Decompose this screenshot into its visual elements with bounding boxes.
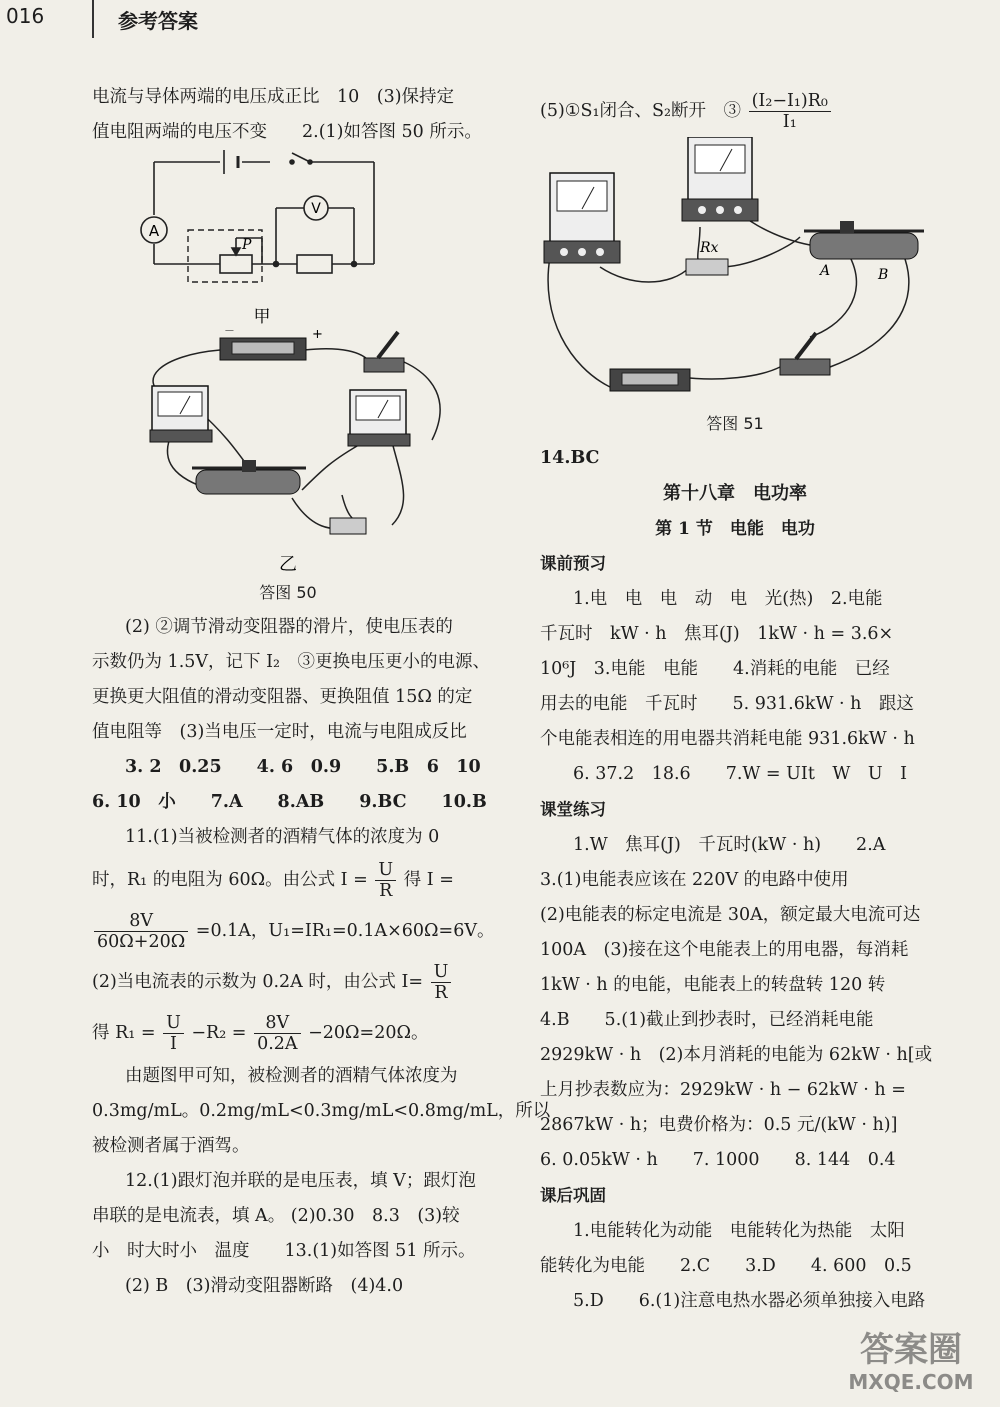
terminal-b-label: B	[878, 267, 889, 283]
text-line: 1.W 焦耳(J) 千瓦时(kW · h) 2.A	[573, 835, 886, 855]
header-divider	[92, 0, 94, 38]
text-line: 2867kW · h；电费价格为：0.5 元/(kW · h)]	[540, 1115, 898, 1135]
page-title: 参考答案	[118, 9, 198, 33]
svg-text:MXQE.COM: MXQE.COM	[848, 1370, 974, 1394]
text-line: 用去的电能 千瓦时 5. 931.6kW · h 跟这	[540, 694, 914, 714]
svg-text:答案圈: 答案圈	[860, 1330, 962, 1370]
text-line: 10⁶J 3.电能 电能 4.消耗的电能 已经	[540, 659, 890, 679]
text-line: 12.(1)跟灯泡并联的是电压表，填 V；跟灯泡	[125, 1171, 476, 1191]
fraction: $\frac{8V}{60\Omega+20\Omega}$	[94, 911, 188, 952]
text-line: 串联的是电流表，填 A。 (2)0.30 8.3 (3)较	[92, 1206, 460, 1226]
text-line: 2929kW · h (2)本月消耗的电能为 62kW · h[或	[540, 1045, 933, 1065]
answer-line: 14.BC	[540, 448, 600, 468]
formula-line: 得 R₁ = $\frac{U}{I}$ −R₂ = $\frac{8V}{0.2A}$ −20Ω=20Ω。	[92, 1013, 429, 1054]
text-line: 电流与导体两端的电压成正比 10 (3)保持定	[92, 87, 455, 107]
text-line: 1.电能转化为动能 电能转化为热能 太阳	[573, 1221, 905, 1241]
circuit-diagram-jia	[92, 150, 484, 330]
voltmeter-label: V	[311, 201, 321, 217]
text-line: 5.D 6.(1)注意电热水器必须单独接入电路	[573, 1291, 926, 1311]
fraction: $\frac{U}{R}$	[375, 860, 396, 901]
text-line: 上月抄表数应为：2929kW · h − 62kW · h =	[540, 1080, 906, 1100]
text-line: 小 时大时小 温度 13.(1)如答图 51 所示。	[92, 1241, 476, 1261]
left-column	[92, 80, 551, 1304]
ammeter-icon	[544, 173, 620, 263]
text-line: 1.电 电 电 动 电 光(热) 2.电能	[573, 589, 883, 609]
subsection-heading: 课堂练习	[540, 800, 606, 819]
slider-label: P	[242, 237, 252, 253]
section-heading: 第 1 节 电能 电功	[655, 519, 815, 539]
physical-circuit-51	[540, 137, 930, 407]
fraction: $\frac{8V}{0.2A}$	[254, 1013, 300, 1054]
formula-line: (2)当电流表的示数为 0.2A 时，由公式 I= $\frac{U}{R}$	[92, 957, 484, 1008]
battery-icon	[220, 330, 323, 360]
rheostat-icon	[804, 221, 924, 259]
subsection-heading: 课后巩固	[540, 1186, 606, 1205]
text-line: 6. 37.2 18.6 7.W = UIt W U I	[573, 764, 908, 784]
text-line: 示数仍为 1.5V，记下 I₂ ③更换电压更小的电源、	[92, 652, 491, 672]
text-line: 100A (3)接在这个电能表上的用电器，每消耗	[540, 940, 909, 960]
figure-label-jia: 甲	[253, 307, 271, 327]
fraction: $\frac{U}{I}$	[163, 1013, 184, 1054]
text-line: 1kW · h 的电能，电能表上的转盘转 120 转	[540, 975, 886, 995]
voltmeter-icon	[348, 390, 410, 446]
resistor-icon	[330, 518, 366, 534]
text-line: 由题图甲可知，被检测者的酒精气体浓度为	[125, 1066, 458, 1086]
fraction: $\frac{U}{R}$	[431, 962, 452, 1003]
switch-icon	[364, 332, 404, 372]
figure-label-yi: 乙	[279, 554, 297, 575]
text-line: 11.(1)当被检测者的酒精气体的浓度为 0	[125, 827, 440, 847]
text-line: 被检测者属于酒驾。	[92, 1136, 250, 1156]
figure-caption: 答图 51	[706, 414, 764, 433]
text-line: 能转化为电能 2.C 3.D 4. 600 0.5	[540, 1256, 912, 1276]
answer-line: 6. 10 小 7.A 8.AB 9.BC 10.B	[92, 792, 487, 812]
svg-text:+: +	[312, 330, 323, 342]
text-line: (2)电能表的标定电流是 30A，额定最大电流可达	[540, 905, 921, 925]
formula-line: 时，R₁ 的电阻为 60Ω。由公式 I = $\frac{U}{R}$ 得 I =	[92, 860, 454, 901]
switch-icon	[780, 333, 830, 375]
text-line: 千瓦时 kW · h 焦耳(J) 1kW · h = 3.6×	[540, 624, 894, 644]
text-line: 更换更大阻值的滑动变阻器、更换阻值 15Ω 的定	[92, 687, 473, 707]
text-line: 4.B 5.(1)截止到抄表时，已经消耗电能	[540, 1010, 874, 1030]
text-line: (2) ②调节滑动变阻器的滑片，使电压表的	[125, 617, 453, 637]
chapter-heading: 第十八章 电功率	[663, 483, 807, 504]
right-column	[540, 86, 933, 1319]
text-line: 6. 0.05kW · h 7. 1000 8. 144 0.4	[540, 1150, 896, 1170]
text-line: 值电阻两端的电压不变 2.(1)如答图 50 所示。	[92, 122, 482, 142]
rx-label: Rx	[700, 240, 719, 256]
watermark-logo	[836, 1317, 986, 1397]
resistor-icon	[686, 259, 728, 275]
answer-line: 3. 2 0.25 4. 6 0.9 5.B 6 10	[125, 757, 481, 777]
fraction: $\frac{\text{(I₂−I₁)R₀}}{\text{I₁}}$	[749, 91, 831, 132]
page-header	[0, 0, 1000, 46]
ammeter-icon	[150, 386, 212, 442]
text-line: 3.(1)电能表应该在 220V 的电路中使用	[540, 870, 849, 890]
text-line: 0.3mg/mL。0.2mg/mL<0.3mg/mL<0.8mg/mL，所以	[92, 1101, 551, 1121]
terminal-a-label: A	[820, 263, 831, 279]
battery-icon	[610, 369, 690, 391]
formula-line: (5)①S₁闭合、S₂断开 ③ $\frac{\text{(I₂−I₁)R₀}}{\text{I₁}}$	[540, 86, 930, 137]
rheostat-icon	[192, 460, 306, 494]
physical-circuit-yi	[92, 330, 484, 576]
figure-caption: 答图 50	[259, 583, 317, 602]
voltmeter-icon	[682, 137, 758, 221]
ammeter-label: A	[148, 222, 160, 240]
text-line: 个电能表相连的用电器共消耗电能 931.6kW · h	[540, 729, 915, 749]
page-number: 016	[6, 4, 45, 28]
svg-text:−: −	[224, 330, 235, 338]
formula-line: $\frac{8V}{60\Omega+20\Omega}$ =0.1A，U₁=IR₁=0.1A×60Ω=6V。	[92, 906, 484, 957]
subsection-heading: 课前预习	[540, 554, 606, 573]
text-line: (2) B (3)滑动变阻器断路 (4)4.0	[125, 1276, 404, 1296]
text-line: 值电阻等 (3)当电压一定时，电流与电阻成反比	[92, 722, 467, 742]
